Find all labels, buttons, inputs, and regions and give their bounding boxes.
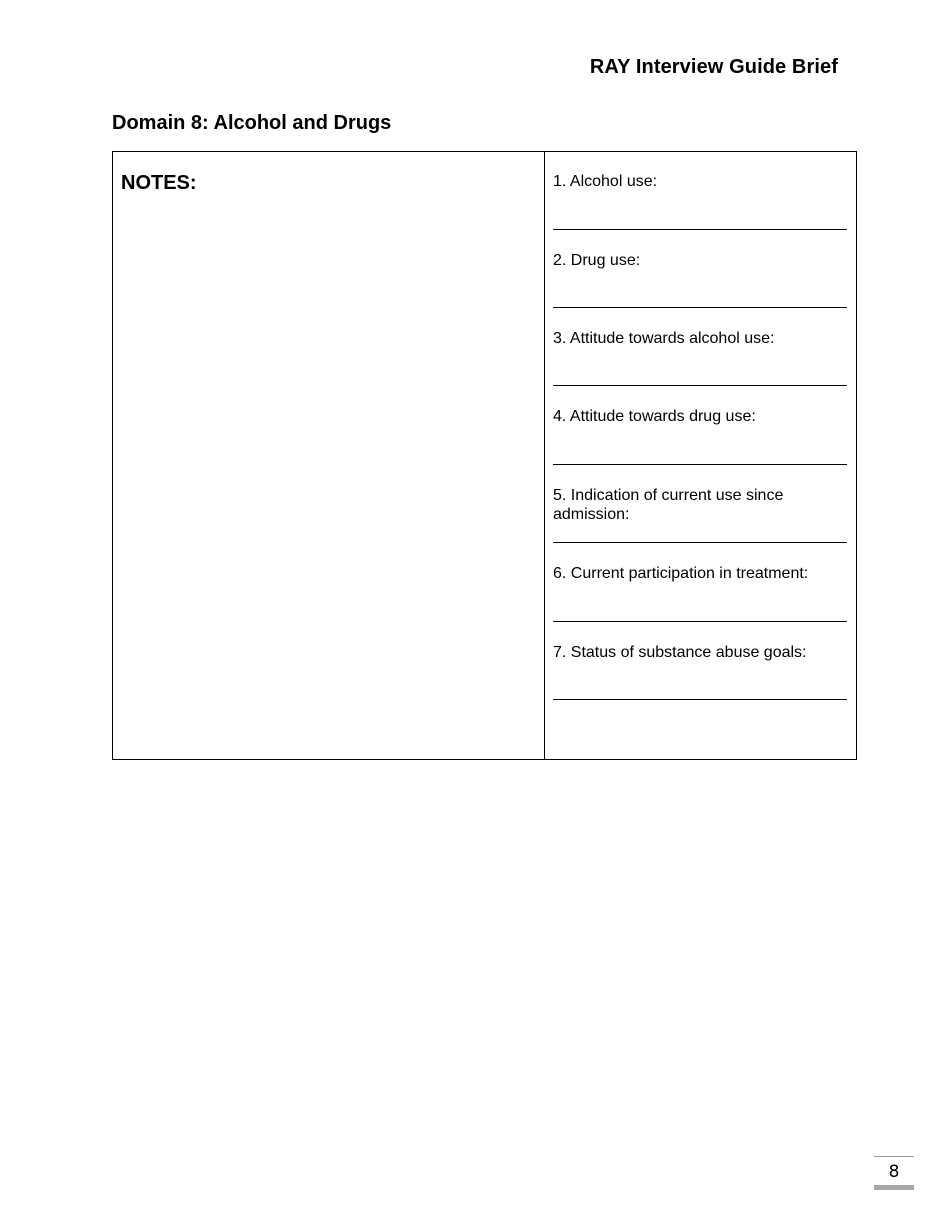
page-number-box bbox=[874, 1156, 914, 1190]
question-item bbox=[553, 172, 848, 191]
answer-line[interactable] bbox=[553, 307, 847, 308]
answer-line[interactable] bbox=[553, 542, 847, 543]
question-label: 2. Drug use: bbox=[553, 252, 641, 269]
answer-line[interactable] bbox=[553, 385, 847, 386]
question-items-column bbox=[545, 152, 856, 759]
question-label: 4. Attitude towards drug use: bbox=[553, 408, 756, 425]
question-item bbox=[553, 564, 848, 583]
page-number: 8 bbox=[888, 1162, 900, 1182]
question-label: 6. Current participation in treatment: bbox=[553, 565, 809, 582]
question-item bbox=[553, 407, 848, 426]
answer-line[interactable] bbox=[553, 621, 847, 622]
answer-line[interactable] bbox=[553, 464, 847, 465]
question-label: 7. Status of substance abuse goals: bbox=[553, 644, 807, 661]
question-item bbox=[553, 486, 848, 524]
notes-area[interactable] bbox=[113, 152, 545, 759]
question-label: 3. Attitude towards alcohol use: bbox=[553, 330, 775, 347]
question-item bbox=[553, 643, 848, 662]
section-title: Domain 8: Alcohol and Drugs bbox=[112, 112, 392, 134]
notes-label: NOTES: bbox=[121, 172, 197, 194]
document-header-title: RAY Interview Guide Brief bbox=[589, 56, 838, 78]
answer-line[interactable] bbox=[553, 229, 847, 230]
question-label: 1. Alcohol use: bbox=[553, 173, 658, 190]
question-label: 5. Indication of current use since admission: bbox=[553, 487, 784, 523]
answer-line[interactable] bbox=[553, 699, 847, 700]
assessment-form-table bbox=[112, 151, 857, 760]
question-item bbox=[553, 329, 848, 348]
question-item bbox=[553, 251, 848, 270]
